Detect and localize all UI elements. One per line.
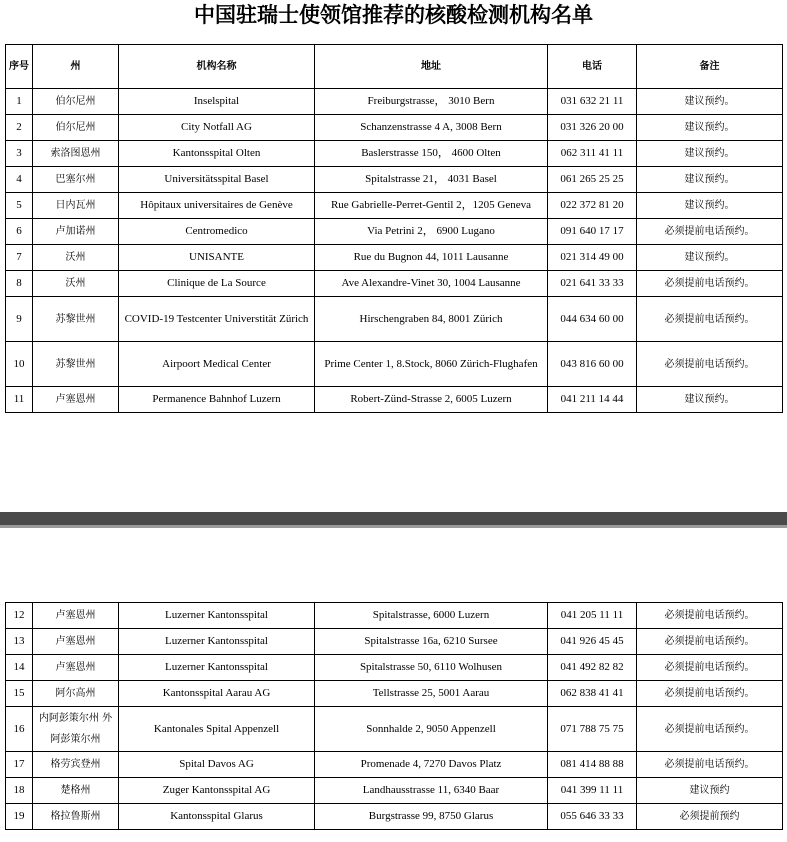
canton-cell: 伯尔尼州 xyxy=(33,115,119,141)
table-row xyxy=(6,387,783,413)
row-number: 19 xyxy=(6,804,33,830)
table-body-page2 xyxy=(6,603,783,830)
canton-cell: 索洛图恩州 xyxy=(33,141,119,167)
row-number: 5 xyxy=(6,193,33,219)
canton-cell: 格拉鲁斯州 xyxy=(33,804,119,830)
row-number: 12 xyxy=(6,603,33,629)
note-cell: 建议预约。 xyxy=(637,167,783,193)
canton-cell: 格劳宾登州 xyxy=(33,752,119,778)
phone-cell: 022 372 81 20 xyxy=(548,193,637,219)
phone-cell: 062 311 41 11 xyxy=(548,141,637,167)
phone-cell: 021 314 49 00 xyxy=(548,245,637,271)
page-break-divider xyxy=(0,512,787,525)
row-number: 17 xyxy=(6,752,33,778)
address-cell: Freiburgstrasse， 3010 Bern xyxy=(315,89,548,115)
institution-cell: Centromedico xyxy=(119,219,315,245)
row-number: 14 xyxy=(6,655,33,681)
canton-cell: 内阿彭策尔州 外阿彭策尔州 xyxy=(33,707,119,752)
note-cell: 必须提前电话预约。 xyxy=(637,629,783,655)
address-cell: Landhausstrasse 11, 6340 Baar xyxy=(315,778,548,804)
note-cell: 建议预约 xyxy=(637,778,783,804)
note-cell: 建议预约。 xyxy=(637,193,783,219)
page-break-shadow xyxy=(0,525,787,528)
address-cell: Baslerstrasse 150， 4600 Olten xyxy=(315,141,548,167)
note-cell: 必须提前电话预约。 xyxy=(637,655,783,681)
canton-cell: 伯尔尼州 xyxy=(33,89,119,115)
phone-cell: 021 641 33 33 xyxy=(548,271,637,297)
table-row xyxy=(6,271,783,297)
note-cell: 必须提前电话预约。 xyxy=(637,271,783,297)
institution-cell: Luzerner Kantonsspital xyxy=(119,603,315,629)
header-canton: 州 xyxy=(33,45,119,89)
address-cell: Rue du Bugnon 44, 1011 Lausanne xyxy=(315,245,548,271)
address-cell: Sonnhalde 2, 9050 Appenzell xyxy=(315,707,548,752)
note-cell: 建议预约。 xyxy=(637,141,783,167)
note-cell: 必须提前电话预约。 xyxy=(637,219,783,245)
address-cell: Rue Gabrielle-Perret-Gentil 2，1205 Geneva xyxy=(315,193,548,219)
institution-cell: Permanence Bahnhof Luzern xyxy=(119,387,315,413)
institution-cell: City Notfall AG xyxy=(119,115,315,141)
address-cell: Prime Center 1, 8.Stock, 8060 Zürich-Flughafen xyxy=(315,342,548,387)
table-row xyxy=(6,707,783,752)
row-number: 3 xyxy=(6,141,33,167)
test-centers-table-page2 xyxy=(5,602,783,830)
address-cell: Via Petrini 2， 6900 Lugano xyxy=(315,219,548,245)
table-row xyxy=(6,219,783,245)
note-cell: 必须提前电话预约。 xyxy=(637,297,783,342)
canton-cell: 沃州 xyxy=(33,271,119,297)
phone-cell: 041 926 45 45 xyxy=(548,629,637,655)
phone-cell: 071 788 75 75 xyxy=(548,707,637,752)
note-cell: 必须提前电话预约。 xyxy=(637,752,783,778)
canton-cell: 沃州 xyxy=(33,245,119,271)
institution-cell: Kantonsspital Glarus xyxy=(119,804,315,830)
institution-cell: Spital Davos AG xyxy=(119,752,315,778)
table-row xyxy=(6,167,783,193)
canton-cell: 卢加诺州 xyxy=(33,219,119,245)
address-cell: Ave Alexandre-Vinet 30, 1004 Lausanne xyxy=(315,271,548,297)
phone-cell: 031 632 21 11 xyxy=(548,89,637,115)
row-number: 13 xyxy=(6,629,33,655)
table-row xyxy=(6,629,783,655)
table-row xyxy=(6,681,783,707)
address-cell: Spitalstrasse 21， 4031 Basel xyxy=(315,167,548,193)
table-row xyxy=(6,804,783,830)
phone-cell: 081 414 88 88 xyxy=(548,752,637,778)
address-cell: Burgstrasse 99, 8750 Glarus xyxy=(315,804,548,830)
phone-cell: 043 816 60 00 xyxy=(548,342,637,387)
canton-cell: 巴塞尔州 xyxy=(33,167,119,193)
header-no: 序号 xyxy=(6,45,33,89)
canton-cell: 苏黎世州 xyxy=(33,297,119,342)
table-row xyxy=(6,89,783,115)
phone-cell: 055 646 33 33 xyxy=(548,804,637,830)
institution-cell: Airpoort Medical Center xyxy=(119,342,315,387)
table-row xyxy=(6,297,783,342)
row-number: 9 xyxy=(6,297,33,342)
row-number: 15 xyxy=(6,681,33,707)
phone-cell: 061 265 25 25 xyxy=(548,167,637,193)
phone-cell: 091 640 17 17 xyxy=(548,219,637,245)
table-row xyxy=(6,752,783,778)
table-row xyxy=(6,245,783,271)
note-cell: 必须提前电话预约。 xyxy=(637,681,783,707)
row-number: 4 xyxy=(6,167,33,193)
note-cell: 必须提前电话预约。 xyxy=(637,707,783,752)
header-note: 备注 xyxy=(637,45,783,89)
table-row xyxy=(6,193,783,219)
row-number: 11 xyxy=(6,387,33,413)
institution-cell: UNISANTE xyxy=(119,245,315,271)
table-row xyxy=(6,141,783,167)
row-number: 6 xyxy=(6,219,33,245)
address-cell: Hirschengraben 84, 8001 Zürich xyxy=(315,297,548,342)
note-cell: 建议预约。 xyxy=(637,89,783,115)
institution-cell: Kantonsspital Olten xyxy=(119,141,315,167)
note-cell: 建议预约。 xyxy=(637,387,783,413)
note-cell: 建议预约。 xyxy=(637,115,783,141)
institution-cell: Inselspital xyxy=(119,89,315,115)
test-centers-table-page1 xyxy=(5,44,783,413)
canton-cell: 卢塞恩州 xyxy=(33,603,119,629)
note-cell: 必须提前电话预约。 xyxy=(637,342,783,387)
canton-cell: 卢塞恩州 xyxy=(33,655,119,681)
address-cell: Spitalstrasse, 6000 Luzern xyxy=(315,603,548,629)
phone-cell: 041 399 11 11 xyxy=(548,778,637,804)
row-number: 1 xyxy=(6,89,33,115)
institution-cell: COVID-19 Testcenter Universtität Zürich xyxy=(119,297,315,342)
table-row xyxy=(6,115,783,141)
table-row xyxy=(6,342,783,387)
table-body-page1 xyxy=(6,89,783,413)
institution-cell: Zuger Kantonsspital AG xyxy=(119,778,315,804)
table-row xyxy=(6,603,783,629)
header-phone: 电话 xyxy=(548,45,637,89)
address-cell: Spitalstrasse 16a, 6210 Sursee xyxy=(315,629,548,655)
address-cell: Robert-Zünd-Strasse 2, 6005 Luzern xyxy=(315,387,548,413)
canton-cell: 阿尔高州 xyxy=(33,681,119,707)
institution-cell: Clinique de La Source xyxy=(119,271,315,297)
institution-cell: Kantonales Spital Appenzell xyxy=(119,707,315,752)
row-number: 7 xyxy=(6,245,33,271)
table-row xyxy=(6,778,783,804)
institution-cell: Luzerner Kantonsspital xyxy=(119,655,315,681)
row-number: 10 xyxy=(6,342,33,387)
phone-cell: 041 205 11 11 xyxy=(548,603,637,629)
institution-cell: Universitätsspital Basel xyxy=(119,167,315,193)
institution-cell: Luzerner Kantonsspital xyxy=(119,629,315,655)
address-cell: Spitalstrasse 50, 6110 Wolhusen xyxy=(315,655,548,681)
address-cell: Schanzenstrasse 4 A, 3008 Bern xyxy=(315,115,548,141)
header-address: 地址 xyxy=(315,45,548,89)
note-cell: 建议预约。 xyxy=(637,245,783,271)
phone-cell: 044 634 60 00 xyxy=(548,297,637,342)
institution-cell: Hôpitaux universitaires de Genève xyxy=(119,193,315,219)
canton-cell: 卢塞恩州 xyxy=(33,387,119,413)
phone-cell: 041 211 14 44 xyxy=(548,387,637,413)
table-row xyxy=(6,655,783,681)
address-cell: Promenade 4, 7270 Davos Platz xyxy=(315,752,548,778)
header-institution: 机构名称 xyxy=(119,45,315,89)
row-number: 8 xyxy=(6,271,33,297)
phone-cell: 041 492 82 82 xyxy=(548,655,637,681)
note-cell: 必须提前电话预约。 xyxy=(637,603,783,629)
document-title: 中国驻瑞士使领馆推荐的核酸检测机构名单 xyxy=(194,3,593,27)
row-number: 2 xyxy=(6,115,33,141)
canton-cell: 卢塞恩州 xyxy=(33,629,119,655)
canton-cell: 苏黎世州 xyxy=(33,342,119,387)
phone-cell: 062 838 41 41 xyxy=(548,681,637,707)
phone-cell: 031 326 20 00 xyxy=(548,115,637,141)
institution-cell: Kantonsspital Aarau AG xyxy=(119,681,315,707)
canton-cell: 楚格州 xyxy=(33,778,119,804)
address-cell: Tellstrasse 25, 5001 Aarau xyxy=(315,681,548,707)
row-number: 16 xyxy=(6,707,33,752)
note-cell: 必须提前预约 xyxy=(637,804,783,830)
canton-cell: 日内瓦州 xyxy=(33,193,119,219)
row-number: 18 xyxy=(6,778,33,804)
